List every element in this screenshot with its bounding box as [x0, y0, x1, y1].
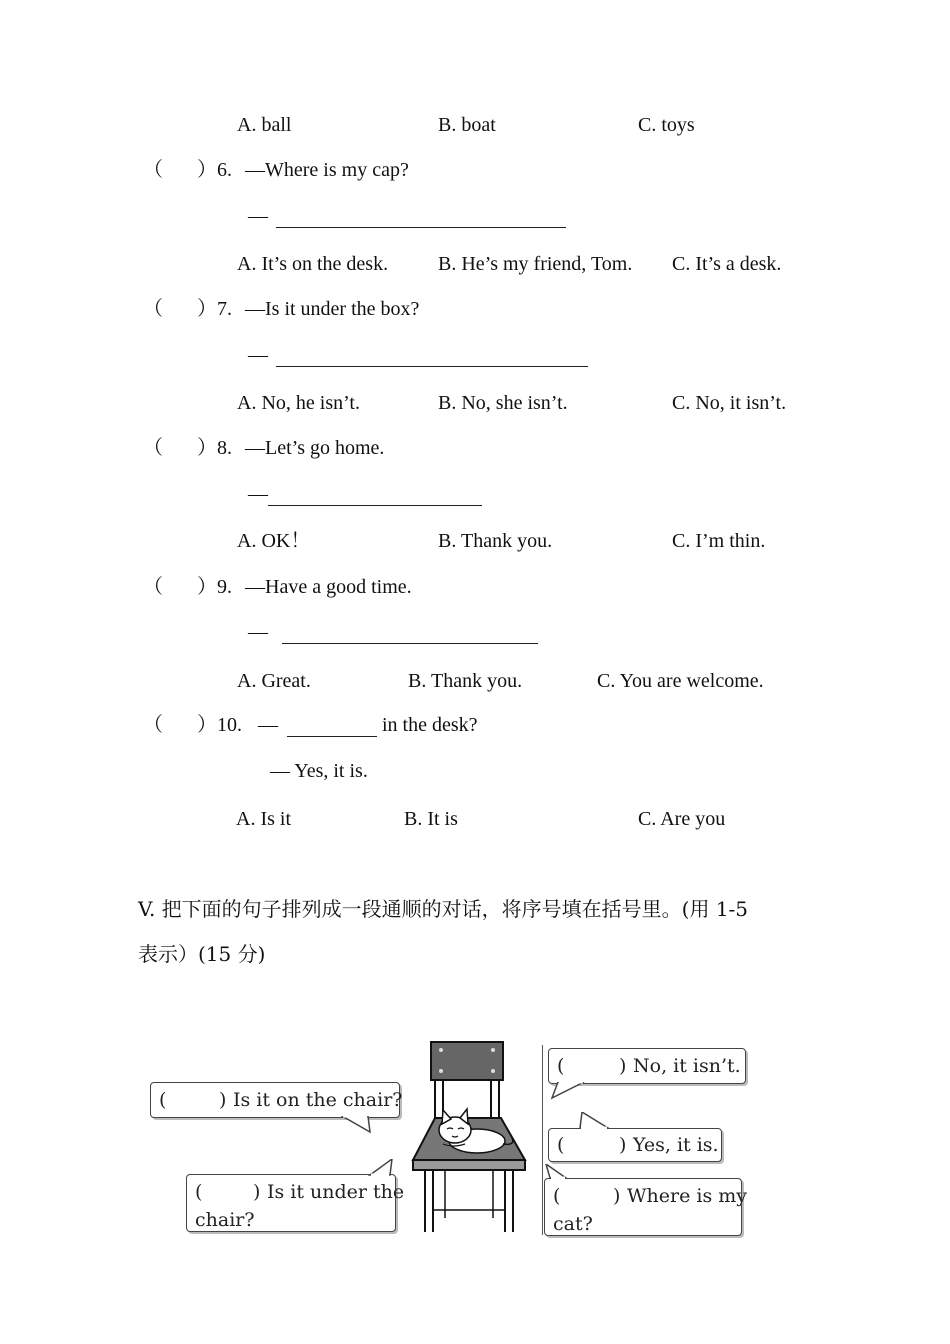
question-number: ）6.	[197, 159, 232, 181]
answer-paren-open: （	[143, 298, 163, 320]
bubble-paren-open: (	[557, 1055, 565, 1077]
answer-dash: —	[248, 621, 268, 643]
bubble-paren-open: (	[159, 1089, 167, 1111]
q5-option-c: C. toys	[638, 114, 695, 136]
question-number: ）9.	[197, 576, 232, 598]
q9-option-a: A. Great.	[237, 670, 311, 692]
bubble-text: Yes, it is.	[633, 1134, 719, 1156]
q7-option-c: C. No, it isn’t.	[672, 392, 787, 414]
answer-dash: —	[248, 344, 268, 366]
given-answer: — Yes, it is.	[270, 760, 368, 782]
q10-option-b: B. It is	[404, 808, 458, 830]
bubble-paren-open: (	[553, 1185, 561, 1207]
speech-bubble-2	[186, 1174, 405, 1232]
bubble-tail	[550, 1082, 590, 1100]
question-stem: —Have a good time.	[245, 576, 412, 598]
answer-paren-open: （	[143, 437, 163, 459]
q10-option-c: C. Are you	[638, 808, 726, 830]
bubble-tail	[578, 1112, 612, 1130]
answer-dash: —	[248, 205, 268, 227]
bubble-text-line1: Where is my	[627, 1185, 747, 1207]
q7-option-b: B. No, she isn’t.	[438, 392, 568, 414]
bubble-paren-open: (	[557, 1134, 565, 1156]
q9-option-c: C. You are welcome.	[597, 670, 764, 692]
bubble-text-line2: chair?	[195, 1209, 255, 1231]
section-heading-cont: 表示）(15 分)	[138, 942, 266, 966]
answer-dash: —	[248, 483, 268, 505]
answer-blank[interactable]	[276, 366, 588, 367]
q9-option-b: B. Thank you.	[408, 670, 523, 692]
question-stem: —Let’s go home.	[245, 437, 385, 459]
answer-paren-open: （	[143, 159, 163, 181]
bubble-tail	[366, 1159, 396, 1177]
bubble-paren-close: )	[253, 1181, 261, 1203]
q8-option-c: C. I’m thin.	[672, 530, 766, 552]
bubble-paren-open: (	[195, 1181, 203, 1203]
bubble-tail	[542, 1164, 570, 1180]
question-number: ）7.	[197, 298, 232, 320]
answer-blank[interactable]	[276, 227, 566, 228]
bubble-text: No, it isn’t.	[633, 1055, 741, 1077]
question-number: ）8.	[197, 437, 232, 459]
question-number: ）10.	[197, 714, 242, 736]
speech-bubble-1	[150, 1082, 403, 1118]
q6-option-a: A. It’s on the desk.	[237, 253, 389, 275]
answer-paren-open: （	[143, 576, 163, 598]
answer-paren-open: （	[143, 714, 163, 736]
section-heading: V. 把下面的句子排列成一段通顺的对话，将序号填在括号里。(用 1-5	[138, 897, 749, 921]
q5-option-a: A. ball	[237, 114, 292, 136]
q8-option-a: A. OK！	[237, 530, 311, 552]
bubble-text-line2: cat?	[553, 1213, 593, 1235]
illustration-divider	[542, 1045, 543, 1235]
q10-option-a: A. Is it	[236, 808, 291, 830]
bubble-paren-close: )	[613, 1185, 621, 1207]
bubble-text: Is it on the chair?	[233, 1089, 403, 1111]
question-stem: —Is it under the box?	[245, 298, 420, 320]
speech-bubble-3	[548, 1048, 746, 1084]
bubble-tail	[338, 1116, 374, 1134]
speech-bubble-5	[544, 1178, 747, 1236]
answer-blank[interactable]	[268, 505, 482, 506]
speech-bubble-4	[548, 1128, 722, 1162]
bubble-paren-close: )	[219, 1089, 227, 1111]
question-stem: in the desk?	[382, 714, 478, 736]
answer-blank[interactable]	[282, 643, 538, 644]
q8-option-b: B. Thank you.	[438, 530, 553, 552]
q6-option-b: B. He’s my friend, Tom.	[438, 253, 633, 275]
q7-option-a: A. No, he isn’t.	[237, 392, 360, 414]
question-stem: —Where is my cap?	[245, 159, 409, 181]
question-stem-dash: —	[258, 714, 278, 736]
bubble-text-line1: Is it under the	[267, 1181, 405, 1203]
bubble-paren-close: )	[619, 1134, 627, 1156]
q5-option-b: B. boat	[438, 114, 496, 136]
chair-with-cat-illustration	[405, 1038, 540, 1238]
answer-blank[interactable]	[287, 736, 377, 737]
bubble-paren-close: )	[619, 1055, 627, 1077]
q6-option-c: C. It’s a desk.	[672, 253, 782, 275]
